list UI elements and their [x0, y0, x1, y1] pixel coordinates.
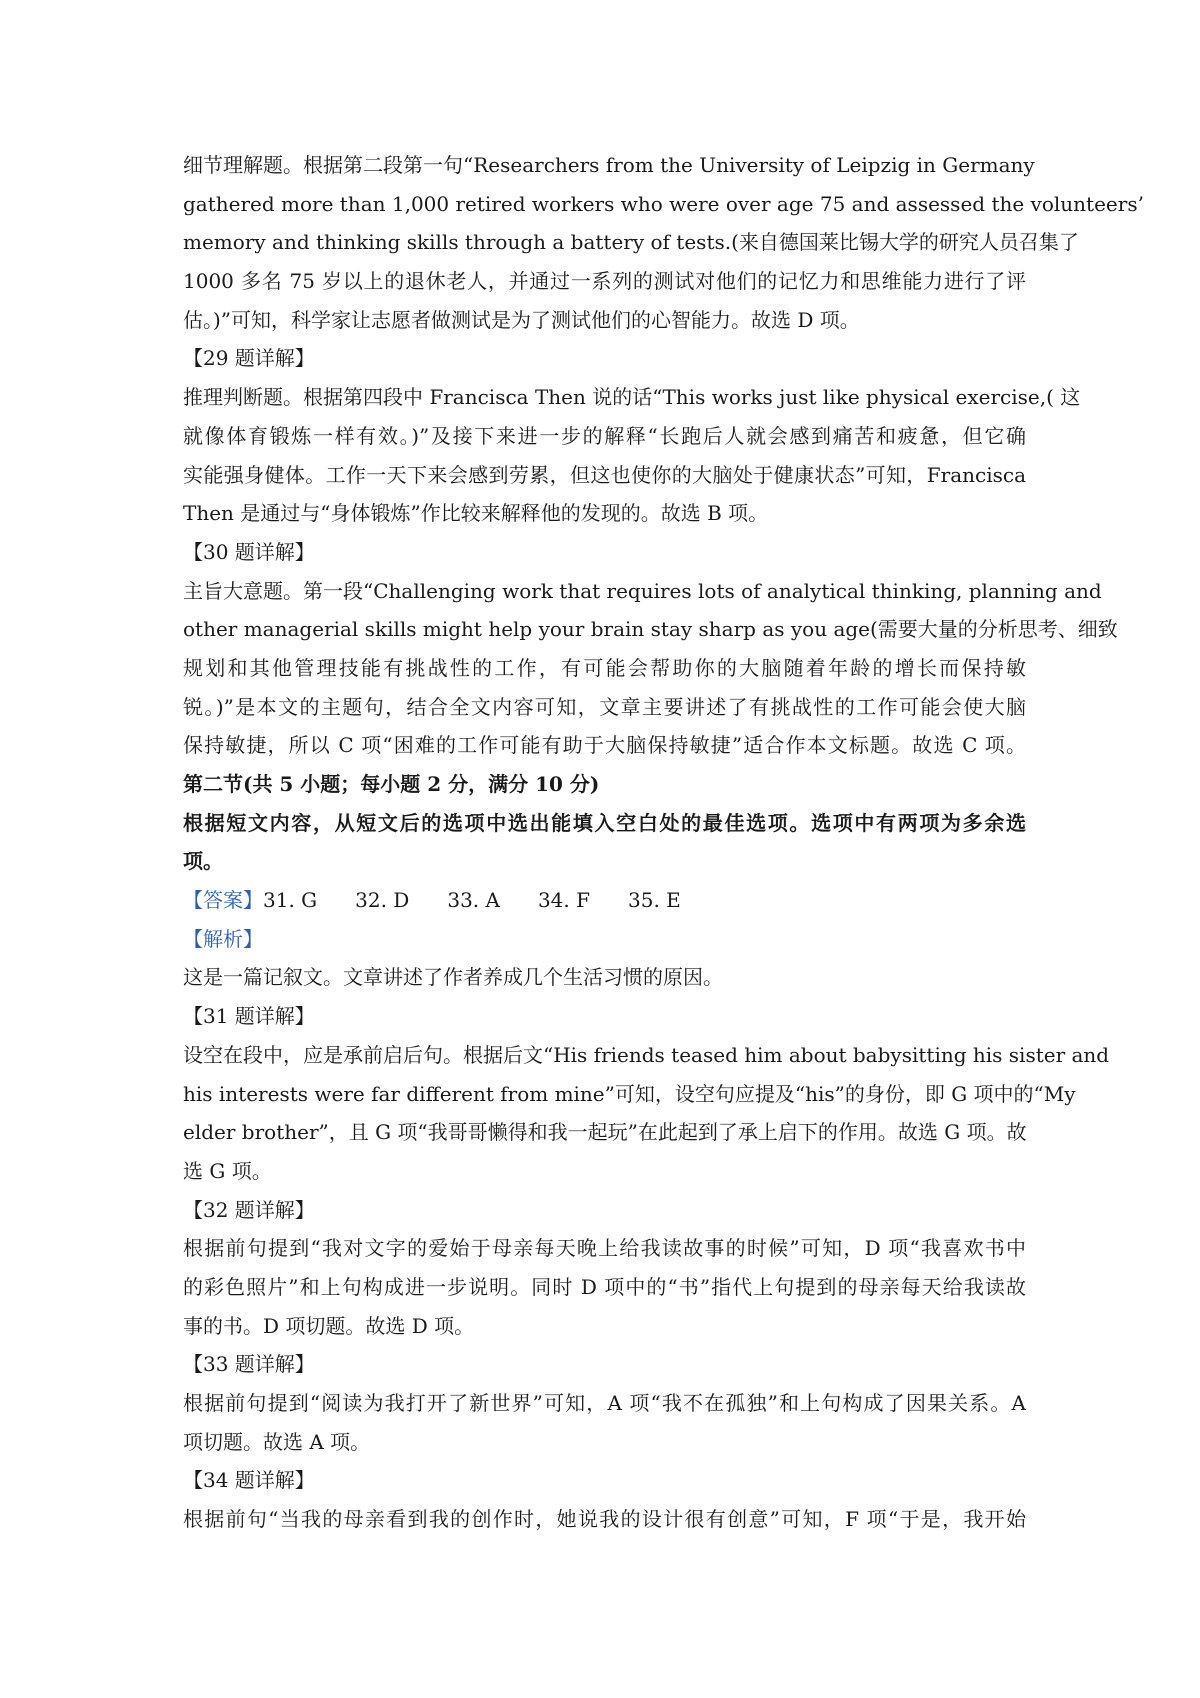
- text-line: gathered more than 1,000 retired workers who were over age 75 and assessed the volunteers’: [183, 191, 1144, 216]
- text-line: 【33 题详解】: [183, 1352, 315, 1377]
- text-line: 就像体育锻炼一样有效。)”及接下来进一步的解释“长跑后人就会感到痛苦和疲惫，但它确: [183, 423, 1026, 448]
- answer-item: 31. G: [263, 888, 318, 913]
- text-line: memory and thinking skills through a battery of tests.(来自德国莱比锡大学的研究人员召集了: [183, 230, 1079, 255]
- answer-item: 35. E: [628, 888, 681, 913]
- text-line: 根据前句“当我的母亲看到我的创作时，她说我的设计很有创意”可知，F 项“于是，我开始: [183, 1507, 1026, 1532]
- answer-item: 34. F: [537, 888, 590, 913]
- text-line: 推理判断题。根据第四段中 Francisca Then 说的话“This works just like physical exercise,( 这: [183, 385, 1081, 410]
- text-line: 根据前句提到“我对文字的爱始于母亲每天晚上给我读故事的时候”可知，D 项“我喜欢书中: [183, 1236, 1026, 1261]
- text-line: 【31 题详解】: [183, 1004, 315, 1029]
- text-line: 1000 多名 75 岁以上的退休老人，并通过一系列的测试对他们的记忆力和思维能力进行了评: [183, 269, 1026, 294]
- text-line: 【32 题详解】: [183, 1197, 315, 1222]
- text-line: Then 是通过与“身体锻炼”作比较来解释他的发现的。故选 B 项。: [183, 501, 769, 526]
- text-line: 规划和其他管理技能有挑战性的工作，有可能会帮助你的大脑随着年龄的增长而保持敏: [183, 655, 1026, 680]
- text-line: 锐。)”是本文的主题句，结合全文内容可知，文章主要讲述了有挑战性的工作可能会使大脑: [183, 694, 1026, 719]
- answer-item: 33. A: [447, 888, 500, 913]
- text-line: 项切题。故选 A 项。: [183, 1429, 371, 1454]
- answer-label: 【答案】: [183, 888, 263, 913]
- text-line: 的彩色照片”和上句构成进一步说明。同时 D 项中的“书”指代上句提到的母亲每天给我读故: [183, 1274, 1026, 1299]
- text-line: his interests were far different from mine”可知，设空句应提及“his”的身份，即 G 项中的“My: [183, 1081, 1076, 1106]
- answer-item: 32. D: [355, 888, 410, 913]
- text-line: 【解析】: [183, 926, 263, 951]
- explanation-block-upper: [183, 146, 1144, 881]
- answer-row: [183, 881, 1026, 920]
- document-page: [183, 146, 1144, 1539]
- text-line: 根据前句提到“阅读为我打开了新世界”可知，A 项“我不在孤独”和上句构成了因果关系。A: [183, 1391, 1026, 1415]
- text-line: 【29 题详解】: [183, 346, 315, 371]
- text-line: 估。)”可知，科学家让志愿者做测试是为了测试他们的心智能力。故选 D 项。: [183, 307, 860, 332]
- text-line: 第二节(共 5 小题；每小题 2 分，满分 10 分): [183, 772, 600, 796]
- text-line: 项。: [183, 849, 223, 874]
- text-line: 设空在段中，应是承前启后句。根据后文“His friends teased him about babysitting his sister and: [183, 1042, 1110, 1067]
- text-line: 根据短文内容，从短文后的选项中选出能填入空白处的最佳选项。选项中有两项为多余选: [183, 810, 1026, 835]
- text-line: 主旨大意题。第一段“Challenging work that requires lots of analytical thinking, planning and: [183, 578, 1102, 603]
- text-line: 【30 题详解】: [183, 539, 315, 564]
- explanation-block-lower: [183, 920, 1110, 1539]
- text-line: 这是一篇记叙文。文章讲述了作者养成几个生活习惯的原因。: [183, 965, 723, 990]
- text-line: 保持敏捷，所以 C 项“困难的工作可能有助于大脑保持敏捷”适合作本文标题。故选 C 项。: [183, 733, 1026, 758]
- text-line: 选 G 项。: [183, 1158, 272, 1183]
- text-line: 【34 题详解】: [183, 1468, 315, 1493]
- text-line: 事的书。D 项切题。故选 D 项。: [183, 1313, 475, 1338]
- text-line: 实能强身健体。工作一天下来会感到劳累，但这也使你的大脑处于健康状态”可知，Francisca: [183, 462, 1026, 487]
- text-line: 细节理解题。根据第二段第一句“Researchers from the University of Leipzig in Germany: [183, 153, 1035, 177]
- text-line: other managerial skills might help your brain stay sharp as you age(需要大量的分析思考、细致: [183, 617, 1118, 642]
- text-line: elder brother”，且 G 项“我哥哥懒得和我一起玩”在此起到了承上启下的作用。故选 G 项。故: [183, 1120, 1027, 1145]
